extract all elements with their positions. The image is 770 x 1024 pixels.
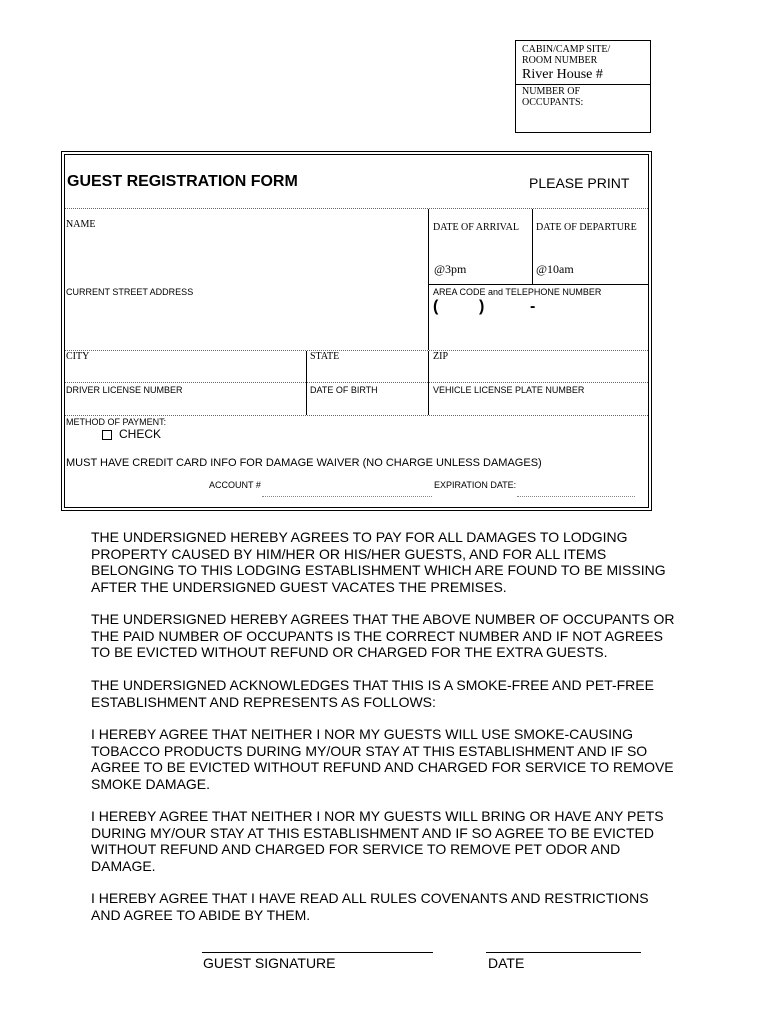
form-title: GUEST REGISTRATION FORM xyxy=(67,173,298,190)
phone-dash: - xyxy=(530,298,536,315)
rule-above-payment xyxy=(65,415,648,416)
text-line: AGREE TO BE EVICTED WITHOUT REFUND AND CHARGED FOR SERVICE TO REMOVE xyxy=(91,759,674,775)
credit-card-note: MUST HAVE CREDIT CARD INFO FOR DAMAGE WAIVER (NO CHARGE UNLESS DAMAGES) xyxy=(66,457,542,469)
date-line[interactable] xyxy=(486,952,641,953)
payment-label: METHOD OF PAYMENT: xyxy=(66,417,167,427)
check-checkbox[interactable] xyxy=(102,428,112,442)
phone-open-paren: ( xyxy=(433,298,439,315)
agreement-paragraph-smoke-pet-free xyxy=(91,677,691,710)
text-line: TO BE EVICTED WITHOUT REFUND OR CHARGED FOR THE EXTRA GUESTS. xyxy=(91,644,608,660)
text-line: THE UNDERSIGNED HEREBY AGREES TO PAY FOR ALL DAMAGES TO LODGING xyxy=(91,529,628,545)
phone-close-paren: ) xyxy=(479,298,485,315)
agreement-paragraph-pets xyxy=(91,808,691,874)
dob-label[interactable]: DATE OF BIRTH xyxy=(310,385,378,395)
text-line: THE PAID NUMBER OF OCCUPANTS IS THE CORRECT NUMBER AND IF NOT AGREES xyxy=(91,627,663,644)
address-label[interactable]: CURRENT STREET ADDRESS xyxy=(66,287,194,297)
text-line: SMOKE DAMAGE. xyxy=(91,775,211,792)
cabin-value[interactable]: River House # xyxy=(522,67,603,82)
guest-signature-label: GUEST SIGNATURE xyxy=(203,955,336,971)
license-label[interactable]: DRIVER LICENSE NUMBER xyxy=(66,385,183,395)
text-line: AND AGREE TO ABIDE BY THEM. xyxy=(91,906,311,923)
check-label: CHECK xyxy=(119,427,162,441)
agreement-paragraph-rules xyxy=(91,890,691,923)
arrival-time: @3pm xyxy=(434,262,467,276)
divider-state xyxy=(306,351,307,415)
rule-above-city xyxy=(65,350,648,351)
cabin-label-line1: CABIN/CAMP SITE/ xyxy=(522,44,611,55)
text-line: I HEREBY AGREE THAT NEITHER I NOR MY GUESTS WILL USE SMOKE-CAUSING xyxy=(91,726,633,742)
rule-above-license xyxy=(65,382,648,383)
name-label[interactable]: NAME xyxy=(66,219,96,230)
arrival-label[interactable]: DATE OF ARRIVAL xyxy=(433,222,519,233)
city-label[interactable]: CITY xyxy=(66,351,90,362)
date-label: DATE xyxy=(488,955,525,971)
rule-under-dates xyxy=(428,284,648,285)
text-line: PROPERTY CAUSED BY HIM/HER OR HIS/HER GUESTS, AND FOR ALL ITEMS xyxy=(91,545,607,562)
divider-arrival-departure xyxy=(532,209,533,285)
please-print-note: PLEASE PRINT xyxy=(529,175,630,191)
occupants-label-line2[interactable]: OCCUPANTS: xyxy=(522,97,584,108)
account-line[interactable] xyxy=(262,496,432,497)
departure-label[interactable]: DATE OF DEPARTURE xyxy=(536,222,637,233)
zip-label[interactable]: ZIP xyxy=(433,351,448,362)
divider-zip xyxy=(428,351,429,415)
expiration-label: EXPIRATION DATE: xyxy=(434,480,517,490)
text-line: I HEREBY AGREE THAT NEITHER I NOR MY GUESTS WILL BRING OR HAVE ANY PETS xyxy=(91,808,664,824)
cabin-info-box xyxy=(515,40,651,133)
text-line: TOBACCO PRODUCTS DURING MY/OUR STAY AT THIS ESTABLISHMENT AND IF SO xyxy=(91,742,648,759)
text-line: THE UNDERSIGNED HEREBY AGREES THAT THE ABOVE NUMBER OF OCCUPANTS OR xyxy=(91,611,675,627)
divider-dates xyxy=(428,209,429,285)
agreement-paragraph-damages xyxy=(91,529,691,595)
text-line: BELONGING TO THIS LODGING ESTABLISHMENT WHICH ARE FOUND TO BE MISSING xyxy=(91,562,666,578)
departure-time: @10am xyxy=(536,262,574,276)
divider-phone xyxy=(428,285,429,350)
guest-registration-form xyxy=(61,151,652,511)
text-line: WITHOUT REFUND AND CHARGED FOR SERVICE TO REMOVE PET ODOR AND xyxy=(91,841,621,857)
state-label[interactable]: STATE xyxy=(310,351,340,362)
cabin-label-line2: ROOM NUMBER xyxy=(522,55,598,66)
cabin-divider xyxy=(516,84,650,85)
text-line: DAMAGE. xyxy=(91,857,156,874)
text-line: AFTER THE UNDERSIGNED GUEST VACATES THE PREMISES. xyxy=(91,578,507,595)
agreement-paragraph-smoking xyxy=(91,726,691,792)
expiration-line[interactable] xyxy=(517,496,635,497)
account-label: ACCOUNT # xyxy=(209,480,261,490)
checkbox-square-icon xyxy=(102,430,112,440)
text-line: DURING MY/OUR STAY AT THIS ESTABLISHMENT AND IF SO AGREE TO BE EVICTED xyxy=(91,824,654,841)
text-line: THE UNDERSIGNED ACKNOWLEDGES THAT THIS IS A SMOKE-FREE AND PET-FREE xyxy=(91,677,654,693)
rule-under-title xyxy=(65,208,648,209)
plate-label[interactable]: VEHICLE LICENSE PLATE NUMBER xyxy=(433,385,585,395)
phone-label[interactable]: AREA CODE and TELEPHONE NUMBER xyxy=(433,287,602,297)
occupants-label-line1: NUMBER OF xyxy=(522,86,581,97)
text-line: ESTABLISHMENT AND REPRESENTS AS FOLLOWS: xyxy=(91,693,436,710)
text-line: I HEREBY AGREE THAT I HAVE READ ALL RULES COVENANTS AND RESTRICTIONS xyxy=(91,890,649,906)
guest-signature-line[interactable] xyxy=(202,952,433,953)
agreement-paragraph-occupants xyxy=(91,611,691,661)
